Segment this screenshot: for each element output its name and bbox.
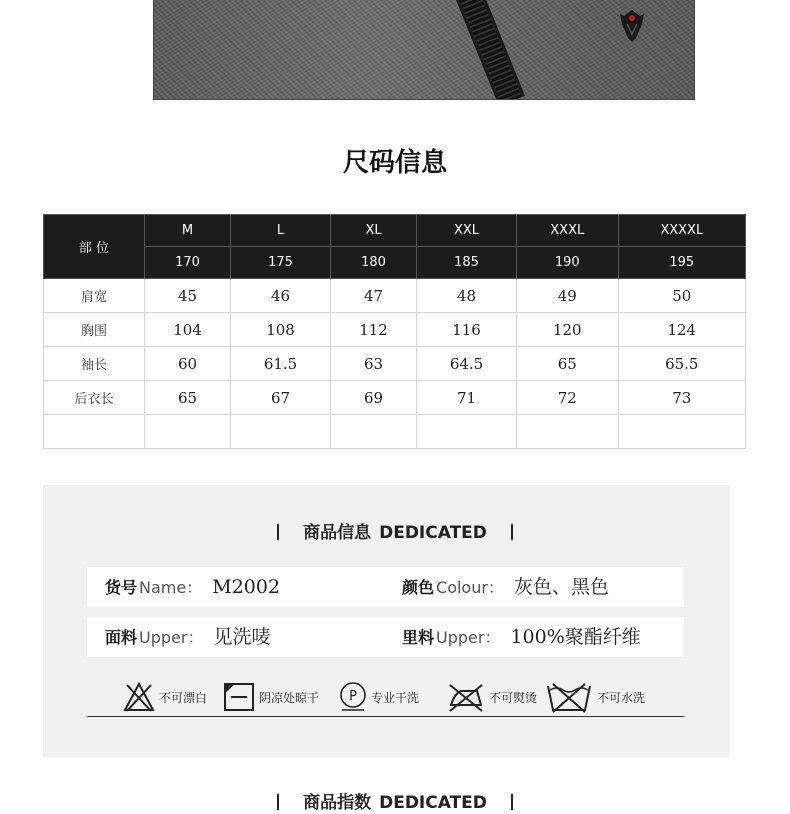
- shade-dry-icon: [223, 681, 255, 713]
- index-section-title: [0, 788, 790, 813]
- size-cell: XXXL: [517, 215, 619, 247]
- height-cell: 175: [231, 247, 331, 279]
- size-cell: XXL: [417, 215, 517, 247]
- height-cell: 185: [417, 247, 517, 279]
- material-value: 100%聚酯纤维: [510, 626, 641, 648]
- color-value: 灰色、黑色: [513, 576, 609, 598]
- table-cell: 72: [517, 381, 619, 415]
- item-no-label: 货号: [105, 578, 138, 597]
- care-item: [545, 680, 645, 714]
- material-label: 里料: [402, 628, 435, 647]
- section-title-en: DEDICATED: [379, 523, 487, 543]
- empty-cell: [145, 415, 231, 449]
- table-row: [44, 347, 746, 381]
- care-item: [223, 680, 319, 714]
- color-en: Colour：: [436, 578, 504, 597]
- height-cell: 170: [145, 247, 231, 279]
- table-cell: 104: [145, 313, 231, 347]
- table-cell: 61.5: [231, 347, 331, 381]
- care-label: 专业干洗: [371, 690, 420, 705]
- table-cell: 73: [618, 381, 745, 415]
- item-no-value: M2002: [212, 576, 281, 598]
- table-cell: 47: [331, 279, 417, 313]
- care-label: 不可熨烫: [489, 690, 538, 705]
- table-row: [44, 279, 746, 313]
- table-cell: 116: [417, 313, 517, 347]
- table-cell: 60: [145, 347, 231, 381]
- divider: [277, 794, 279, 810]
- empty-cell: [231, 415, 331, 449]
- zipper: [454, 0, 525, 100]
- product-info-title: [0, 518, 790, 543]
- table-cell: 45: [145, 279, 231, 313]
- size-cell: XL: [331, 215, 417, 247]
- row-label: 胸围: [44, 313, 145, 347]
- table-cell: 112: [331, 313, 417, 347]
- svg-text:P: P: [349, 689, 357, 704]
- divider: [511, 794, 513, 810]
- lining-en: Upper：: [139, 628, 204, 647]
- table-cell: 65: [145, 381, 231, 415]
- info-row-2: [87, 617, 684, 657]
- size-table: [43, 214, 746, 449]
- care-item: [447, 680, 537, 714]
- material-en: Upper：: [436, 628, 501, 647]
- height-cell: 190: [517, 247, 619, 279]
- table-cell: 65: [517, 347, 619, 381]
- table-cell: 48: [417, 279, 517, 313]
- table-cell: 67: [231, 381, 331, 415]
- table-row: [44, 381, 746, 415]
- color-label: 颜色: [402, 578, 435, 597]
- table-cell: 49: [517, 279, 619, 313]
- table-cell: 50: [618, 279, 745, 313]
- divider: [511, 524, 513, 540]
- table-cell: 124: [618, 313, 745, 347]
- height-cell: 180: [331, 247, 417, 279]
- care-label: 不可漂白: [159, 690, 208, 705]
- item-no: [105, 567, 280, 607]
- height-header-row: [44, 247, 746, 279]
- brand-emblem-icon: [616, 8, 648, 44]
- row-label: 袖长: [44, 347, 145, 381]
- professional-dry-clean-icon: [339, 681, 367, 713]
- table-row: [44, 313, 746, 347]
- care-item: [339, 680, 419, 714]
- section-title-cn: 商品指数: [303, 793, 372, 813]
- table-cell: 69: [331, 381, 417, 415]
- table-cell: 65.5: [618, 347, 745, 381]
- table-cell: 46: [231, 279, 331, 313]
- part-header: 部 位: [44, 215, 145, 279]
- row-label: 后衣长: [44, 381, 145, 415]
- size-cell: L: [231, 215, 331, 247]
- care-label: 不可水洗: [597, 690, 646, 705]
- table-cell: 71: [417, 381, 517, 415]
- table-cell: 63: [331, 347, 417, 381]
- empty-cell: [44, 415, 145, 449]
- care-item: [123, 680, 207, 714]
- no-iron-icon: [447, 681, 485, 713]
- empty-cell: [331, 415, 417, 449]
- care-instructions: [87, 676, 684, 717]
- table-cell: 108: [231, 313, 331, 347]
- section-title-cn: 商品信息: [303, 523, 372, 543]
- table-cell: 64.5: [417, 347, 517, 381]
- color: [402, 567, 609, 607]
- section-title-en: DEDICATED: [379, 793, 487, 813]
- page-title: 尺码信息: [342, 148, 447, 178]
- size-header-row: [44, 215, 746, 247]
- product-photo: [153, 0, 695, 100]
- height-cell: 195: [618, 247, 745, 279]
- material: [402, 617, 641, 657]
- size-cell: XXXXL: [618, 215, 745, 247]
- size-cell: M: [145, 215, 231, 247]
- row-label: 肩宽: [44, 279, 145, 313]
- lining-label: 面料: [105, 628, 138, 647]
- lining: [105, 617, 270, 657]
- empty-cell: [517, 415, 619, 449]
- empty-cell: [618, 415, 745, 449]
- lining-value: 见洗唛: [213, 626, 271, 648]
- empty-row: [44, 415, 746, 449]
- empty-cell: [417, 415, 517, 449]
- table-cell: 120: [517, 313, 619, 347]
- divider: [277, 524, 279, 540]
- no-bleach-icon: [123, 681, 155, 713]
- item-no-en: Name：: [139, 578, 203, 597]
- info-row-1: [87, 567, 684, 607]
- care-label: 阴凉处晾干: [259, 690, 320, 705]
- no-wash-icon: [545, 680, 593, 714]
